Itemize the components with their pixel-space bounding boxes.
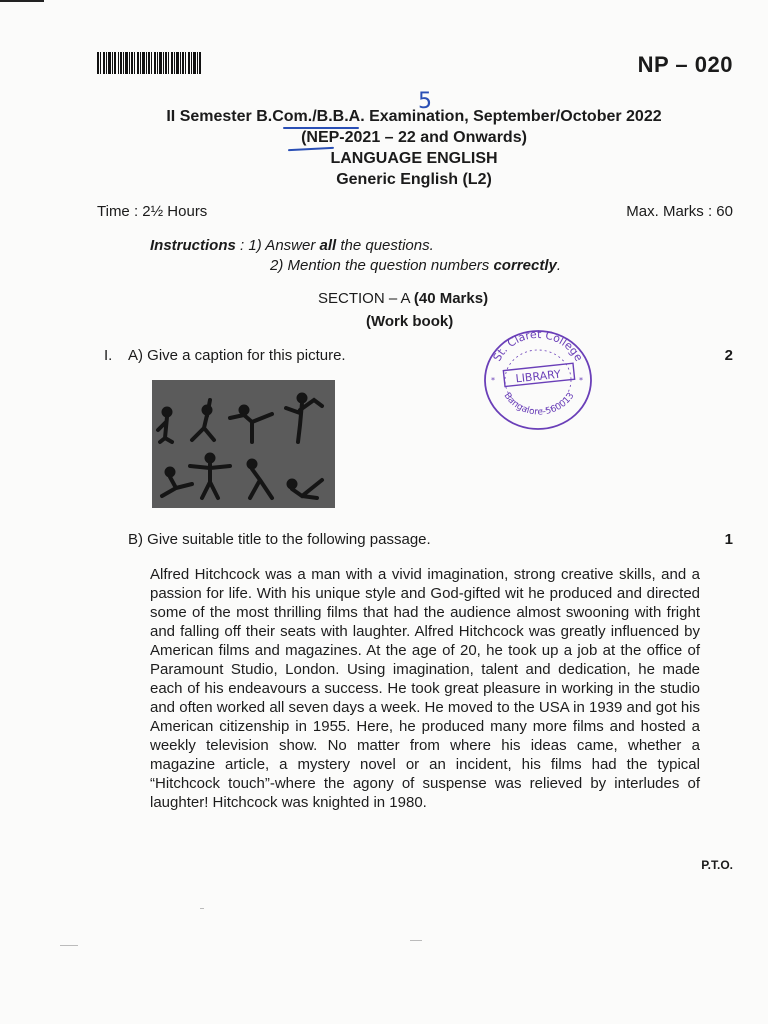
question-1-number: I. [104, 347, 113, 364]
instructions-line-1 [150, 237, 434, 254]
instruction-1-text: 1) Answer [248, 237, 320, 254]
hitchcock-passage: Alfred Hitchcock was a man with a vivid imagination, strong creative skills, and a passion for life. With his unique style and God-gifted wit he produced and directed some of the most thrilling films that had the audience almost swooning with fright and falling off their seats with laughter. Alfred Hitchcock was greatly influenced by American films and magazines. At the age of 20, he took up a job at the office of Paramount Studio, London. Using imagination, talent and dedication, he made each of his endeavours a success. He took great pleasure in working in the studio and often worked all seven days a week. He moved to the USA in 1939 and got his American citizenship in 1955. Here, he produced many more films and hosted a weekly television show. No matter from where his ideas came, whether a magazine article, a mystery novel or an incident, his films had the typical “Hitchcock touch”-where the agony of suspense was relieved by interludes of laughter! Hitchcock was knighted in 1980. [150, 566, 700, 811]
question-1b-text: B) Give suitable title to the following passage. [128, 531, 431, 548]
exam-title: II Semester B.Com./B.B.A. Examination, September/October 2022 [166, 108, 662, 125]
paper-code: NP – 020 [637, 52, 733, 77]
handwritten-mark: 5 [418, 89, 432, 114]
svg-text:St. Claret College [491, 328, 586, 364]
section-marks: (40 Marks) [413, 290, 489, 307]
paper-title: Generic English (L2) [336, 171, 492, 188]
section-title [318, 290, 488, 307]
scan-speck [200, 908, 204, 909]
question-1a-marks: 2 [724, 347, 733, 364]
please-turn-over: P.T.O. [701, 858, 733, 872]
instruction-1-bold: all [319, 237, 337, 254]
instruction-1-tail: the questions. [336, 237, 434, 254]
question-1b-marks: 1 [724, 531, 733, 548]
instructions-line-2 [270, 257, 561, 274]
library-stamp [478, 323, 598, 433]
instructions-sep: : [235, 237, 249, 254]
yoga-poses-picture [152, 380, 335, 508]
scan-speck [60, 945, 78, 946]
barcode [97, 52, 201, 74]
stamp-center-text: LIBRARY [514, 367, 562, 386]
time-allowed: Time : 2½ Hours [97, 203, 208, 220]
instruction-2-tail: . [556, 257, 562, 274]
subject-title: LANGUAGE ENGLISH [330, 150, 498, 167]
scan-corner-mark [0, 0, 44, 14]
svg-text:*: * [491, 376, 495, 385]
instruction-2-bold: correctly [493, 257, 557, 274]
exam-scheme: (NEP-2021 – 22 and Onwards) [301, 129, 527, 146]
stamp-bottom-text: Bangalore-560013 [501, 391, 577, 418]
stamp-top-text: St. Claret College [490, 327, 586, 364]
instructions-label: Instructions [150, 237, 236, 254]
svg-text:Bangalore-560013 [502, 391, 577, 417]
max-marks: Max. Marks : 60 [626, 203, 733, 220]
scan-speck [410, 940, 422, 941]
svg-text:*: * [579, 376, 583, 385]
section-subtitle: (Work book) [366, 313, 454, 330]
instruction-2-text: 2) Mention the question numbers [270, 257, 494, 274]
section-title-text: SECTION – A [318, 290, 414, 307]
question-1a-text: A) Give a caption for this picture. [128, 347, 346, 364]
